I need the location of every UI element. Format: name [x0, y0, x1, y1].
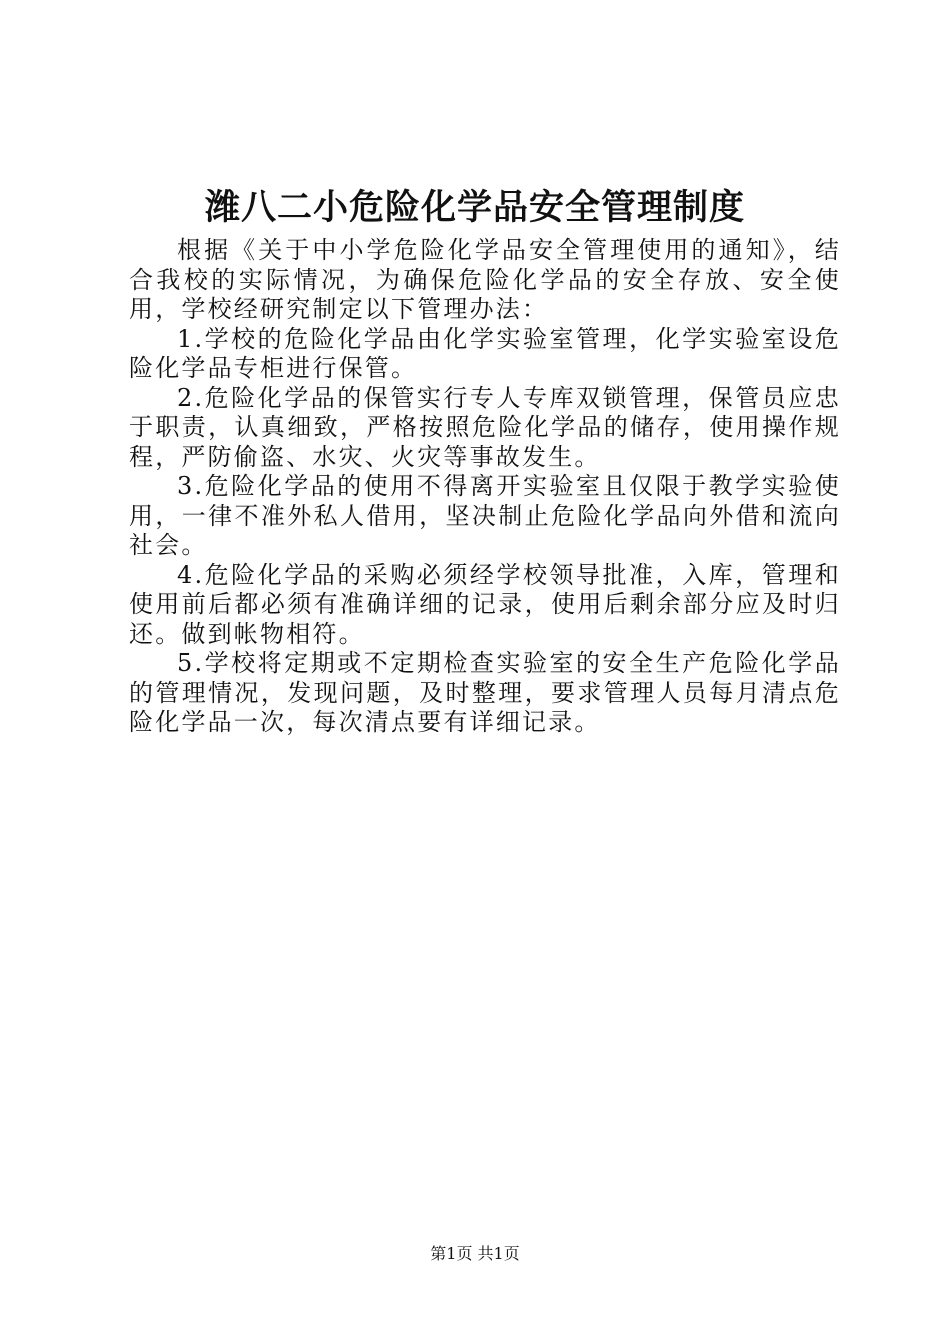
document-title: 潍八二小危险化学品安全管理制度 [204, 187, 745, 228]
rule-item-4: 4.危险化学品的采购必须经学校领导批准，入库，管理和使用前后都必须有准确详细的记录，使用后剩余部分应及时归还。做到帐物相符。 [129, 560, 841, 648]
rule-item-3: 3.危险化学品的使用不得离开实验室且仅限于教学实验使用，一律不准外私人借用，坚决制止危险化学品向外借和流向社会。 [129, 472, 841, 559]
page-footer: 第1页 共1页 [430, 1244, 520, 1263]
rule-item-2: 2.危险化学品的保管实行专人专库双锁管理，保管员应忠于职责，认真细致，严格按照危险化学品的储存，使用操作规程，严防偷盗、水灾、火灾等事故发生。 [129, 383, 841, 471]
rule-item-5: 5.学校将定期或不定期检查实验室的安全生产危险化学品的管理情况，发现问题，及时整理，要求管理人员每月清点危险化学品一次，每次清点要有详细记录。 [129, 649, 841, 736]
rule-item-1: 1.学校的危险化学品由化学实验室管理，化学实验室设危险化学品专柜进行保管。 [129, 324, 841, 382]
intro-paragraph: 根据《关于中小学危险化学品安全管理使用的通知》，结合我校的实际情况，为确保危险化学品的安全存放、安全使用，学校经研究制定以下管理办法： [129, 236, 841, 323]
document-body [129, 236, 841, 738]
